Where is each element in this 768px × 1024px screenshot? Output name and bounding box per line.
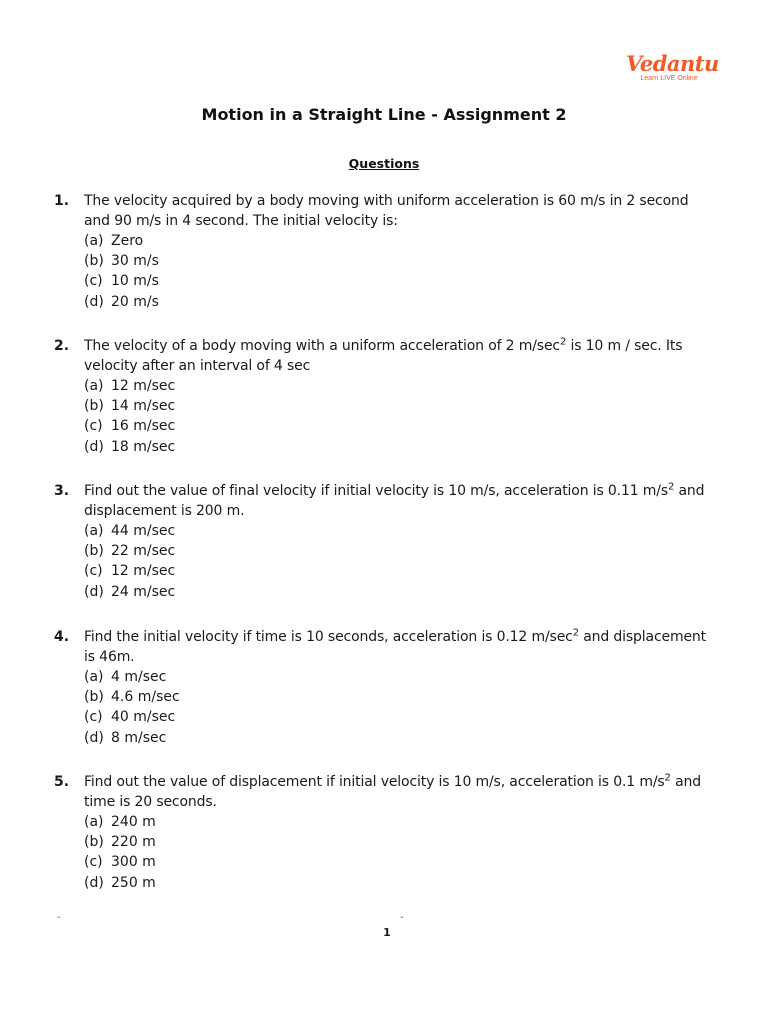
option-d: (d) 250 m	[84, 874, 156, 891]
question-text: Find out the value of final velocity if initial velocity is 10 m/s, acceleration is 0.11 $m/s^2$ and displacement is 200 m.	[84, 481, 705, 519]
question-1	[54, 191, 718, 312]
question-3	[54, 481, 718, 602]
footer-mark-left: -	[57, 912, 61, 923]
question-text: The velocity acquired by a body moving with uniform acceleration is 60 m/s in 2 second and 90 m/s in 4 second. The initial velocity is:	[84, 193, 689, 229]
option-b: (b) 14 m/sec	[84, 398, 176, 415]
question-5	[54, 772, 718, 893]
question-2	[54, 336, 718, 457]
option-d: (d) 20 m/s	[84, 293, 159, 310]
document-title: Motion in a Straight Line - Assignment 2	[201, 105, 567, 124]
answer-options	[84, 667, 718, 748]
question-number: 1.	[54, 193, 70, 209]
option-c: (c) 300 m	[84, 854, 156, 871]
option-c: (c) 10 m/s	[84, 273, 159, 290]
option-b: (b) 220 m	[84, 834, 156, 851]
question-text: Find out the value of displacement if initial velocity is 10 m/s, acceleration is 0.1 $m/s^2$ and time is 20 seconds.	[84, 772, 701, 810]
option-a: (a) 4 m/sec	[84, 669, 167, 685]
option-a: (a) 240 m	[84, 814, 156, 830]
option-a: (a) 12 m/sec	[84, 378, 176, 394]
option-b: (b) 22 m/sec	[84, 543, 176, 560]
option-d: (d) 24 m/sec	[84, 583, 176, 600]
question-4	[54, 627, 718, 748]
logo-wordmark: Vedantu	[626, 51, 719, 76]
question-number: 4.	[54, 629, 70, 645]
option-d: (d) 18 m/sec	[84, 438, 176, 455]
option-d: (d) 8 m/sec	[84, 729, 167, 746]
question-number: 5.	[54, 774, 70, 790]
option-c: (c) 12 m/sec	[84, 563, 176, 580]
answer-options	[84, 231, 718, 312]
answer-options	[84, 521, 718, 602]
section-heading: Questions	[348, 156, 420, 171]
option-b: (b) 4.6 m/sec	[84, 689, 180, 706]
question-number: 2.	[54, 338, 70, 354]
option-c: (c) 40 m/sec	[84, 709, 176, 726]
answer-options	[84, 812, 718, 893]
question-number: 3.	[54, 483, 70, 499]
question-text: The velocity of a body moving with a uniform acceleration of 2 $m/\sec^2$ is 10 m / sec. Its velocity after an interval of 4 sec	[84, 336, 683, 374]
answer-options	[84, 376, 718, 457]
vedantu-logo	[626, 51, 719, 83]
option-a: (a) Zero	[84, 233, 144, 249]
option-b: (b) 30 m/s	[84, 253, 159, 270]
page-number: 1	[383, 926, 391, 939]
option-c: (c) 16 m/sec	[84, 418, 176, 435]
question-text: Find the initial velocity if time is 10 seconds, acceleration is 0.12 $m/\sec^2$ and displacement is 46m.	[84, 627, 706, 665]
logo-tagline: Learn LIVE Online	[640, 75, 698, 82]
option-a: (a) 44 m/sec	[84, 523, 176, 539]
footer-mark-right: -	[400, 912, 404, 923]
